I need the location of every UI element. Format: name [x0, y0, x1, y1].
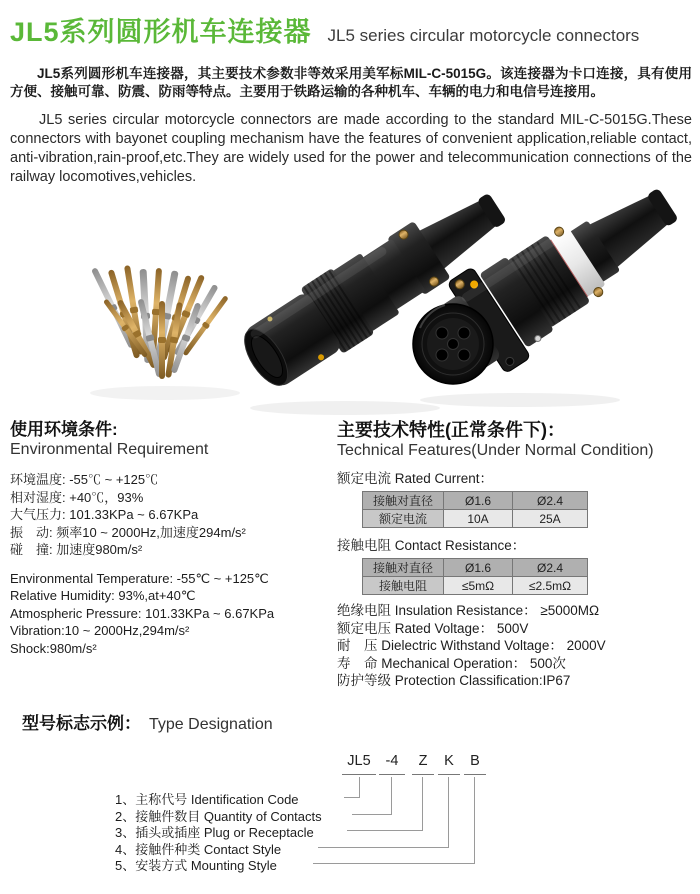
designation-label-2: 2、接触件数目 Quantity of Contacts [115, 809, 322, 824]
technical-section [337, 419, 697, 690]
spec-line: 碰 撞: 加速度980m/s² [10, 542, 143, 557]
rated-current-label: 额定电流 Rated Current： [337, 471, 494, 486]
intro-paragraph-chinese: JL5系列圆形机车连接器，其主要技术参数非等效采用美军标MIL-C-5015G。该连接器为卡口连接，具有使用方便、接触可靠、防震、防雨等特点。主要用于铁路运输的各种机车、车辆的电力和电信号连接用。 [10, 65, 692, 99]
code-part-mounting: B [464, 753, 486, 775]
table-cell: Ø2.4 [513, 559, 588, 577]
designation-label-3: 3、插头或插座 Plug or Receptacle [115, 825, 314, 840]
table-cell: 接触电阻 [363, 577, 444, 595]
table-cell: Ø1.6 [444, 492, 513, 510]
receptacle-socket-face [413, 304, 493, 384]
spec-line: 额定电压 Rated Voltage： 500V [337, 620, 529, 636]
designation-label-5: 5、安装方式 Mounting Style [115, 858, 277, 873]
table-cell: ≤2.5mΩ [513, 577, 588, 595]
code-part-series: JL5 [342, 753, 376, 775]
type-designation-heading-english: Type Designation [149, 716, 273, 733]
contact-resistance-table [362, 558, 588, 595]
environmental-heading-english: Environmental Requirement [10, 441, 209, 458]
spec-line: Atmospheric Pressure: 101.33KPa ~ 6.67KPa [10, 605, 275, 621]
table-cell: ≤5mΩ [444, 577, 513, 595]
spec-line: Shock:980m/s² [10, 640, 97, 656]
spec-line: Environmental Temperature: -55℃ ~ +125℃ [10, 570, 269, 586]
intro-paragraph-english: JL5 series circular motorcycle connectors are made according to the standard MIL-C-5015G.These connectors with bayonet coupling mechanism have the features of convenient application,reliable contact, anti-vibration,rain-proof,etc.They are widely used for the power and telecommunication connections of the railway locomotives,vehicles. [10, 111, 692, 185]
other-technical-specs [337, 602, 697, 690]
type-designation-heading-chinese: 型号标志示例： [22, 714, 141, 733]
spec-line: Vibration:10 ~ 2000Hz,294m/s² [10, 623, 190, 638]
table-row [363, 510, 588, 528]
rated-current-table [362, 491, 588, 528]
type-designation-diagram [0, 745, 700, 890]
spec-line: Relative Humidity: 93%,at+40℃ [10, 588, 196, 603]
pins-shadow [90, 386, 240, 400]
designation-line-5 [313, 777, 475, 864]
environmental-section [10, 419, 334, 657]
environmental-heading-chinese: 使用环境条件: [10, 420, 118, 439]
technical-heading-chinese: 主要技术特性(正常条件下)： [337, 420, 565, 440]
table-cell: 额定电流 [363, 510, 444, 528]
spec-line: 大气压力: 101.33KPa ~ 6.67KPa [10, 507, 199, 522]
table-row [363, 492, 588, 510]
table-cell: Ø2.4 [513, 492, 588, 510]
code-part-contact-style: K [438, 753, 460, 775]
plug-shadow [250, 401, 440, 415]
page-title-chinese: JL5系列圆形机车连接器 [10, 17, 312, 47]
spec-line: 绝缘电阻 Insulation Resistance： ≥5000MΩ [337, 603, 600, 618]
receptacle-shadow [420, 393, 620, 407]
designation-label-4: 4、接触件种类 Contact Style [115, 842, 282, 857]
spec-line: 耐 压 Dielectric Withstand Voltage： 2000V [337, 638, 606, 653]
spec-line: 振 动: 频率10 ~ 2000Hz,加速度294m/s² [10, 524, 246, 540]
table-row [363, 559, 588, 577]
designation-label-1: 1、主称代号 Identification Code [115, 792, 299, 807]
table-cell: 10A [444, 510, 513, 528]
type-designation-heading [22, 713, 273, 735]
product-photo-illustration [0, 188, 700, 418]
contact-pins-photo [90, 265, 229, 379]
spec-line: 防护等级 Protection Classification:IP67 [337, 673, 571, 688]
table-cell: 接触对直径 [363, 492, 444, 510]
page-header [10, 10, 695, 49]
contact-resistance-label: 接触电阻 Contact Resistance： [337, 538, 526, 553]
environmental-specs-english [10, 570, 334, 658]
code-part-plug: Z [412, 753, 434, 775]
spec-line: 寿 命 Mechanical Operation： 500次 [337, 655, 566, 671]
page-title-english: JL5 series circular motorcycle connectors [327, 26, 640, 45]
product-photos [0, 188, 700, 418]
code-part-contacts: -4 [379, 753, 405, 775]
spec-line: 环境温度: -55℃ ~ +125℃ [10, 472, 159, 487]
table-row [363, 577, 588, 595]
environmental-specs-chinese [10, 471, 334, 559]
table-cell: 25A [513, 510, 588, 528]
table-cell: Ø1.6 [444, 559, 513, 577]
table-cell: 接触对直径 [363, 559, 444, 577]
spec-line: 相对湿度: +40℃，93% [10, 489, 144, 505]
technical-heading-english: Technical Features(Under Normal Condition) [337, 442, 654, 459]
